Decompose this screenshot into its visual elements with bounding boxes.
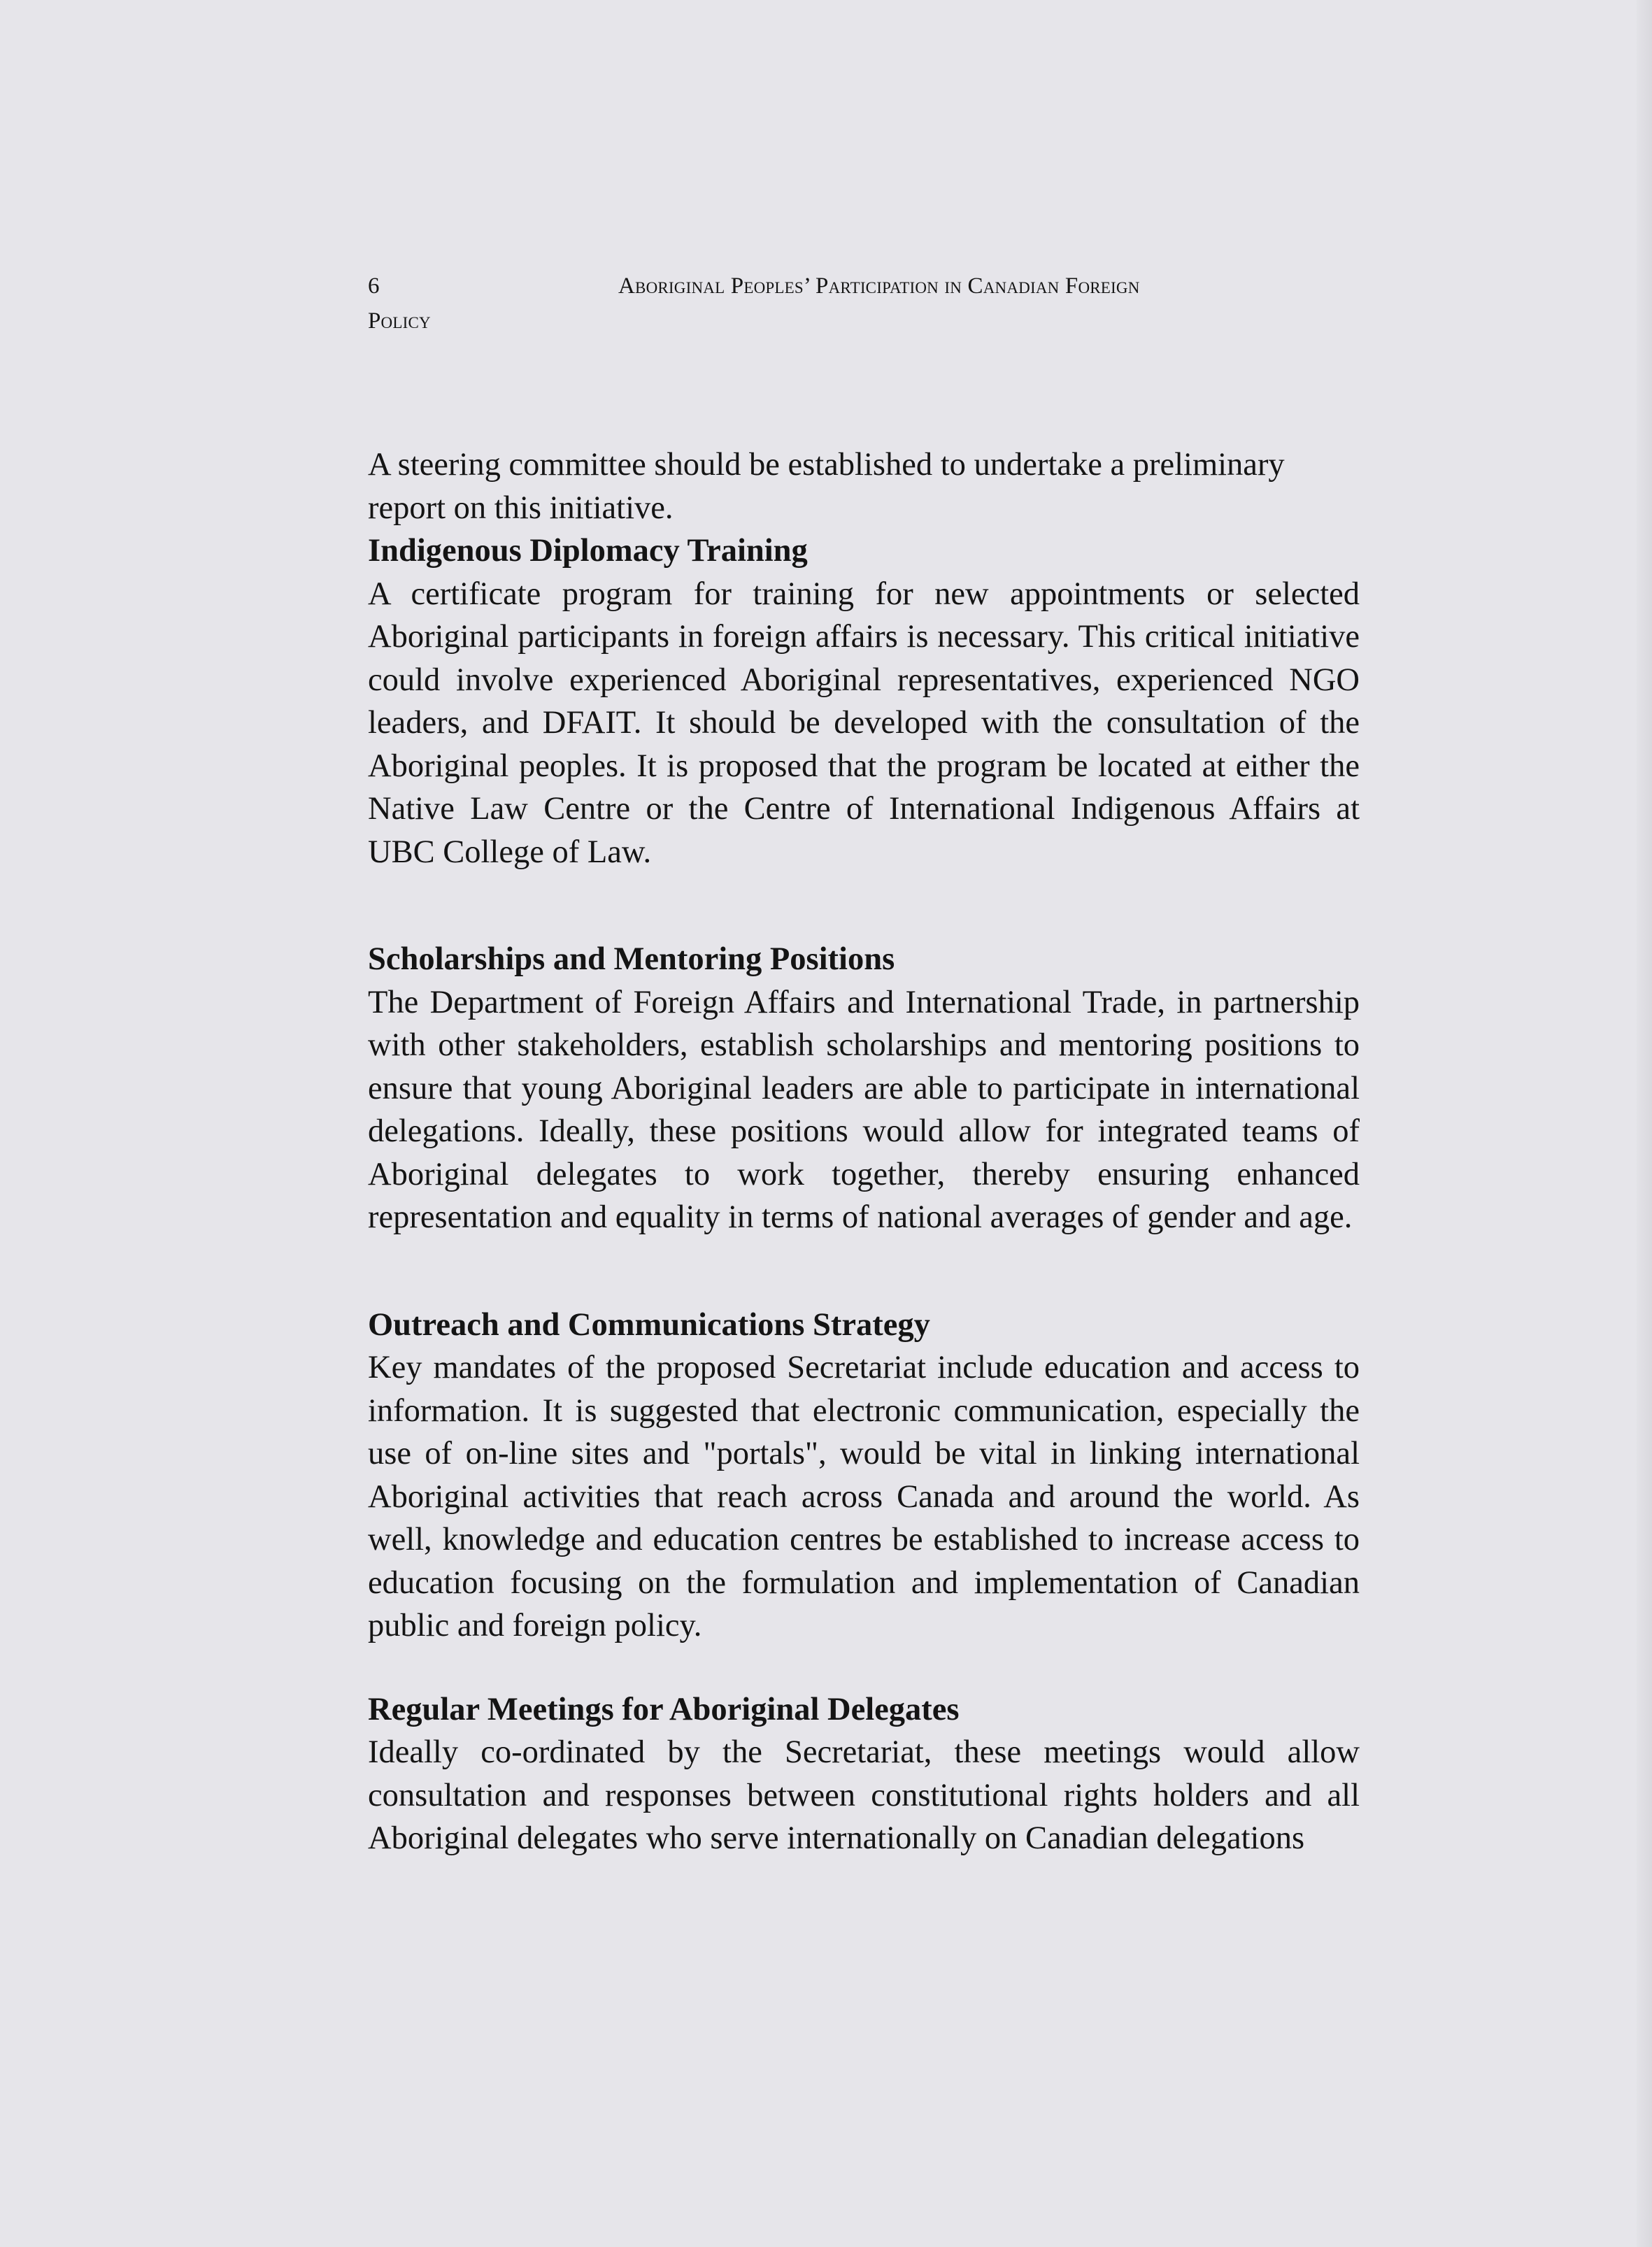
section-heading-outreach: Outreach and Communications Strategy (368, 1306, 930, 1343)
section-spacer (368, 873, 1360, 938)
running-header (368, 269, 1277, 338)
section-body-regular-meetings: Ideally co-ordinated by the Secretariat, these meetings would allow consultation and responses between constitutional rights holders and all Aboriginal delegates who serve internationally on Canadian delegations (368, 1734, 1360, 1856)
section-body-outreach: Key mandates of the proposed Secretariat include education and access to information. It is suggested that electronic communication, especially the use of on-line sites and "portals", would be vital in linking international Aboriginal activities that reach across Canada and around the world. As well, knowledge and education centres be established to increase access to education focusing on the formulation and implementation of Canadian public and foreign policy. (368, 1350, 1360, 1643)
page-number: 6 (368, 273, 380, 299)
running-title-continuation: Policy (368, 308, 431, 334)
section-body-diplomacy-training: A certificate program for training for new appointments or selected Aboriginal participants in foreign affairs is necessary. This critical initiative could involve experienced Aboriginal representatives, experienced NGO leaders, and DFAIT. It should be developed with the consultation of the Aboriginal peoples. It is proposed that the program be located at either the Native Law Centre or the Centre of International Indigenous Affairs at UBC College of Law. (368, 576, 1360, 870)
running-title: Aboriginal Peoples’ Participation in Canadian Foreign (618, 273, 1140, 299)
intro-paragraph: A steering committee should be established to undertake a preliminary report on this initiative. (368, 447, 1285, 526)
page-body (368, 443, 1360, 1860)
section-spacer (368, 1239, 1360, 1304)
section-heading-diplomacy-training: Indigenous Diplomacy Training (368, 533, 808, 569)
section-spacer (368, 1648, 1360, 1688)
page-edge-shadow (1637, 0, 1652, 2247)
section-body-scholarships: The Department of Foreign Affairs and International Trade, in partnership with other stakeholders, establish scholarships and mentoring positions to ensure that young Aboriginal leaders are able to participate in international delegations. Ideally, these positions would allow for integrated teams of Aboriginal delegates to work together, thereby ensuring enhanced representation and equality in terms of national averages of gender and age. (368, 984, 1360, 1235)
section-heading-scholarships: Scholarships and Mentoring Positions (368, 941, 895, 977)
section-heading-regular-meetings: Regular Meetings for Aboriginal Delegates (368, 1691, 960, 1727)
